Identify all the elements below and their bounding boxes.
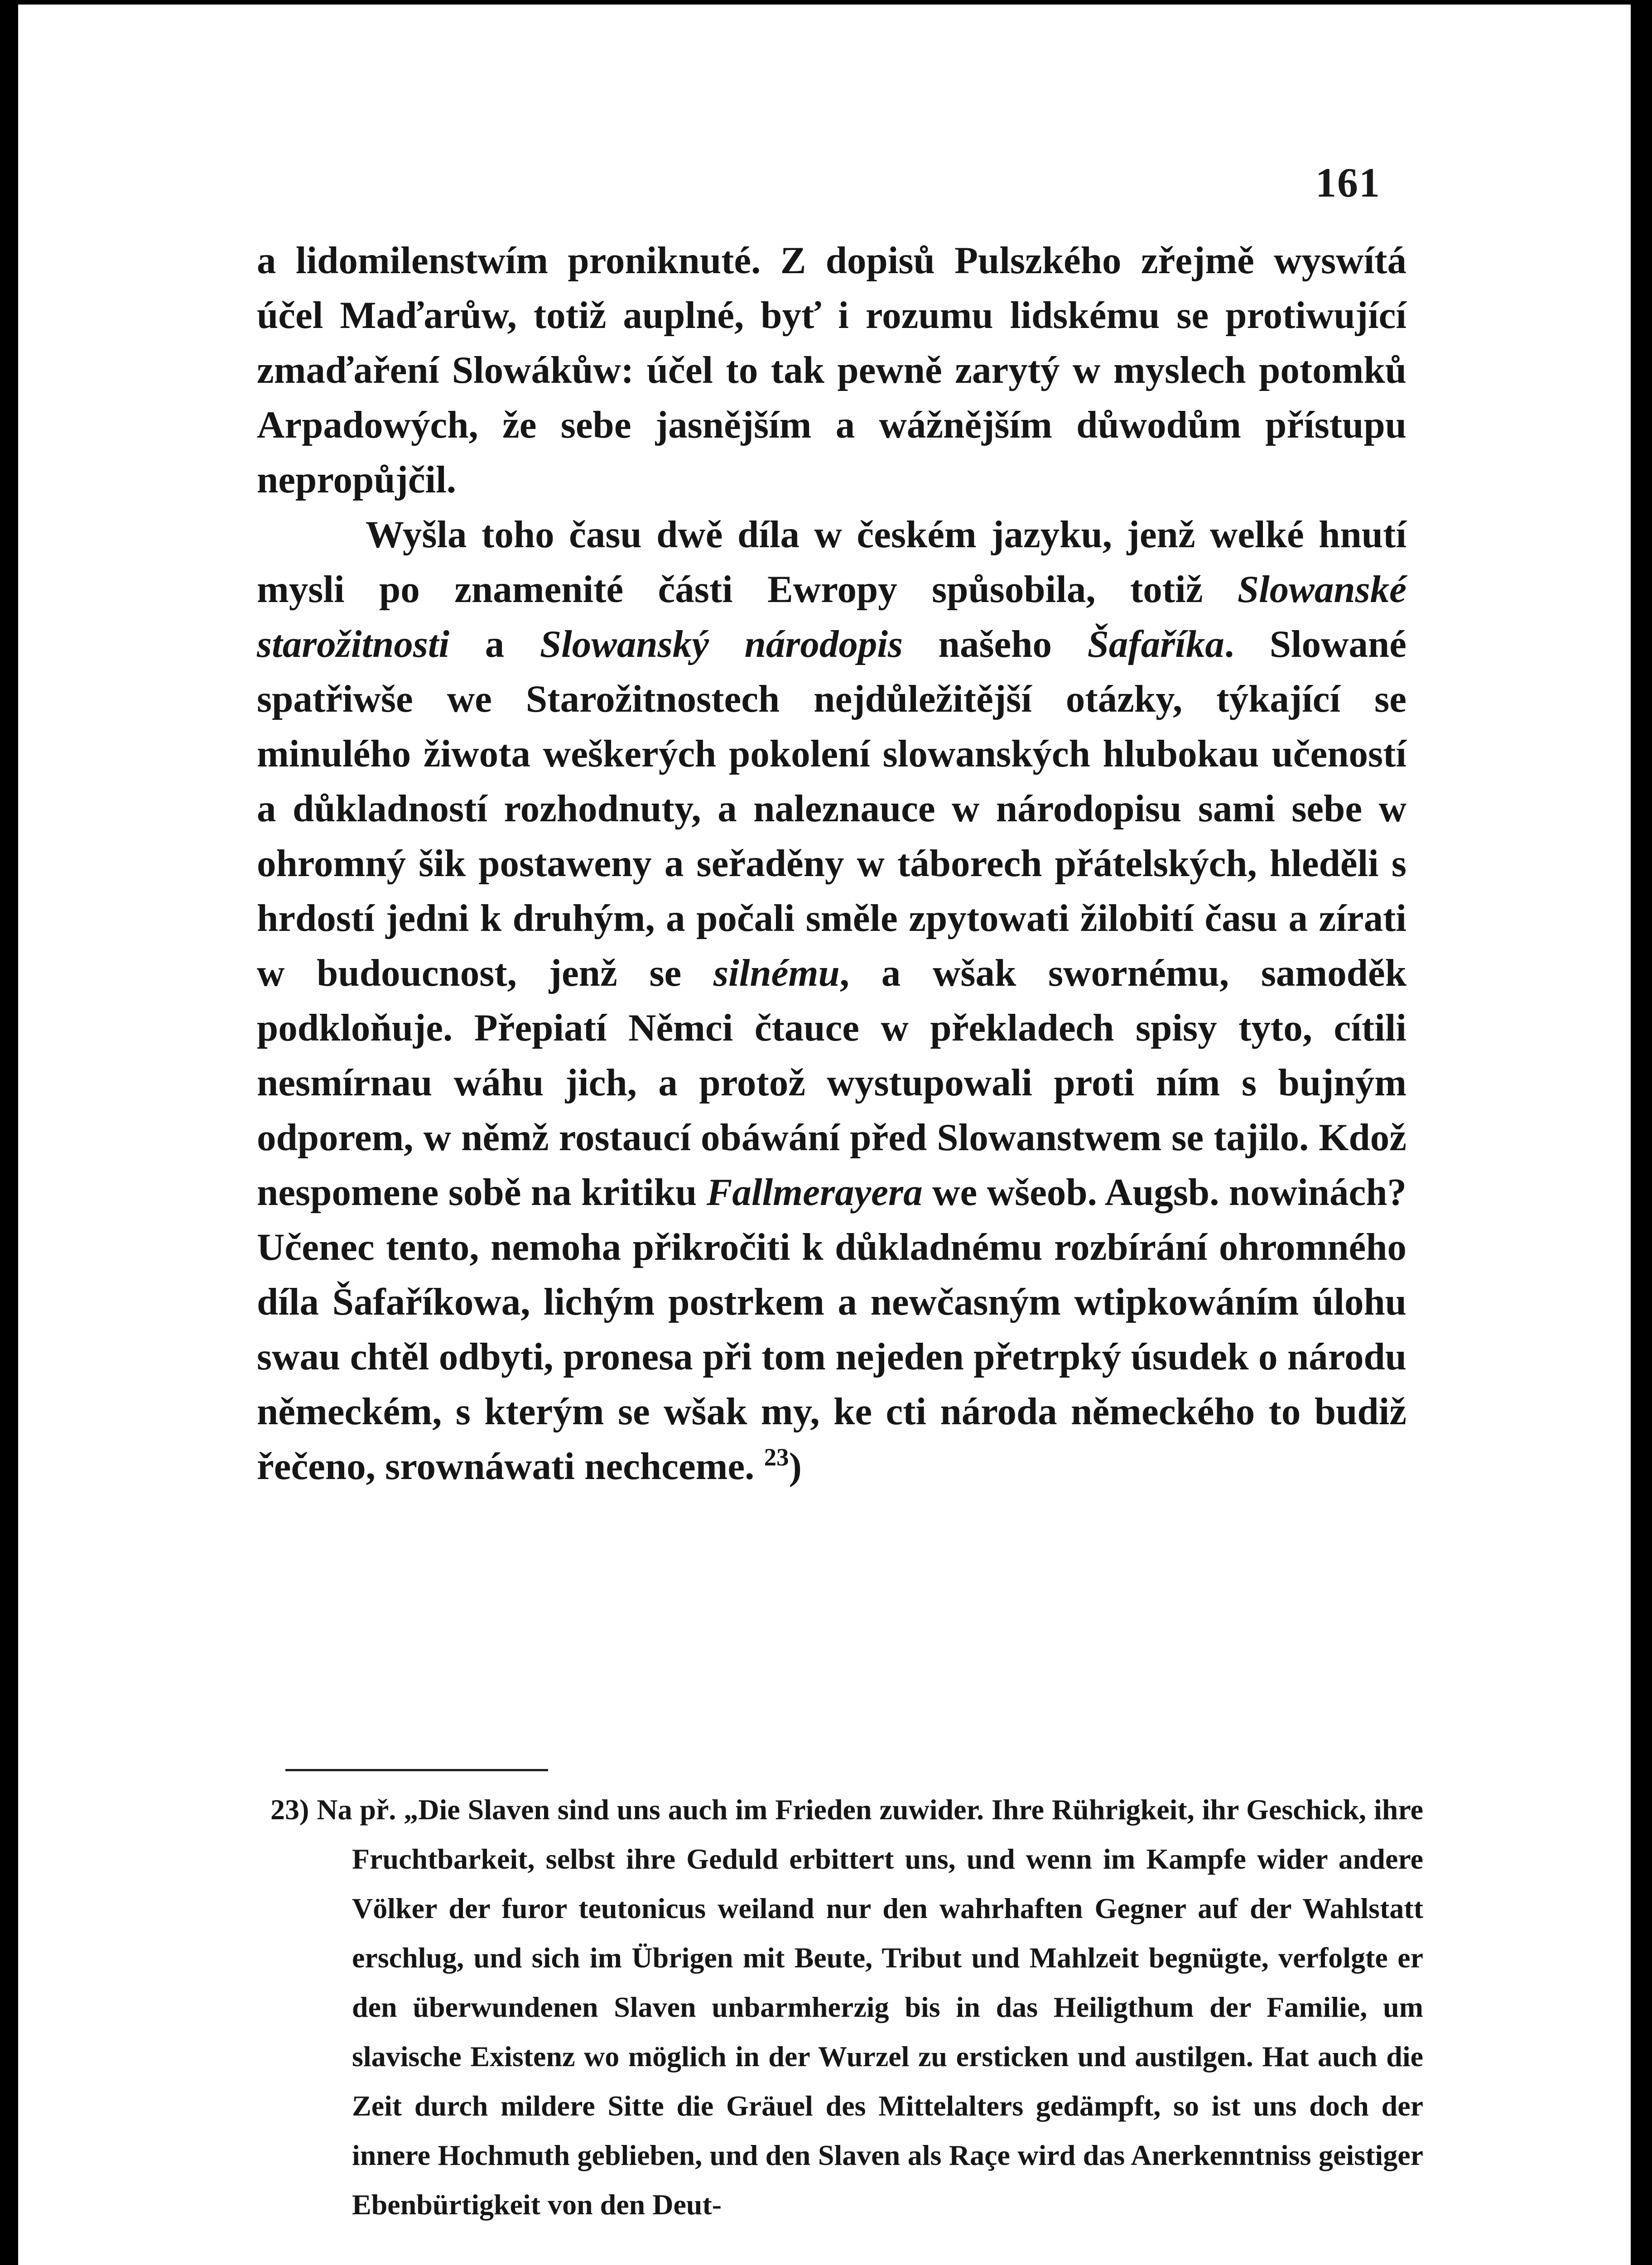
text-run: našeho [903, 623, 1088, 665]
footnote-reference: 23 [764, 1443, 789, 1471]
text-run: Wyšla toho času dwě díla w českém jazyku, jenž welké hnutí mysli po znamenité části Ewropy spůsobila, totiž [257, 513, 1406, 611]
paragraph-1: a lidomilenstwím proniknuté. Z dopisů Pulszkého zřejmě wyswítá účel Maďarůw, totiž auplné, byť i rozumu lidskému se protiwující zmaďaření Slowákůw: účel to tak pewně zarytý w myslech potomků Arpadowých, že sebe jasnějším a wážnějším důwodům přístupu nepropůjčil. [257, 239, 1406, 501]
book-title-starozitnosti: Slowanské starožitnosti [257, 568, 1406, 665]
emphasis-silnemu: silnému [713, 952, 840, 994]
text-run: . Slowané spatřiwše we Starožitnostech nejdůležitější otázky, týkající se minulého žiwota weškerých pokolení slowanských hlubokau učeností a důkladností rozhodnuty, a naleznauce w národopisu sami sebe w ohromný šik postaweny a seřaděny w táborech přátelských, hleděli s hrdostí jedni k druhým, a počali směle zpytowati žilobití času a zírati w budoucnost, jenž se [257, 623, 1406, 994]
text-run: a [449, 623, 540, 665]
footnote-separator [285, 1769, 548, 1771]
book-title-narodopis: Slowanský národopis [539, 623, 903, 665]
text-run: we wšeob. Augsb. nowinách? Učenec tento, nemoha přikročiti k důkladnému rozbírání ohromného díla Šafaříkowa, lichým postrkem a newčasným wtipkowáním úlohu swau chtěl odbyti, pronesa při tom nejeden přetrpký úsudek o národu německém, s kterým se wšak my, ke cti národa německého to budiž řečeno, srownáwati nechceme. [257, 1171, 1406, 1488]
main-text [257, 233, 1406, 1494]
paragraph-2 [257, 507, 1406, 1494]
text-run: ) [789, 1445, 802, 1488]
page-number: 161 [1315, 159, 1381, 206]
author-name-safarik: Šafaříka [1087, 623, 1224, 665]
footnote-23: 23) Na př. „Die Slaven sind uns auch im Frieden zuwider. Ihre Rührigkeit, ihr Geschick, ihre Fruchtbarkeit, selbst ihre Geduld erbittert uns, und wenn im Kampfe wider andere Völker der furor teutonicus weiland nur den wahrhaften Gegner auf der Wahlstatt erschlug, und sich im Übrigen mit Beute, Tribut und Mahlzeit begnügte, verfolgte er den überwundenen Slaven unbarmherzig bis in das Heiligthum der Familie, um slavische Existenz wo möglich in der Wurzel zu ersticken und austilgen. Hat auch die Zeit durch mildere Sitte die Gräuel des Mittelalters gedämpft, so ist uns doch der innere Hochmuth geblieben, und den Slaven als Raçe wird das Anerkenntniss geistiger Ebenbürtigkeit von den Deut- [270, 1793, 1423, 2221]
author-name-fallmerayer: Fallmerayera [706, 1171, 923, 1214]
book-page [18, 5, 1631, 2265]
text-run: , a wšak swornému, samoděk podkloňuje. Přepiatí Němci čtauce w překladech spisy tyto, cítili nesmírnau wáhu jich, a protož wystupowali proti ním s bujným odporem, w němž rostaucí obáwání před Slowanstwem se tajilo. Kdož nespomene sobě na kritiku [257, 952, 1406, 1214]
